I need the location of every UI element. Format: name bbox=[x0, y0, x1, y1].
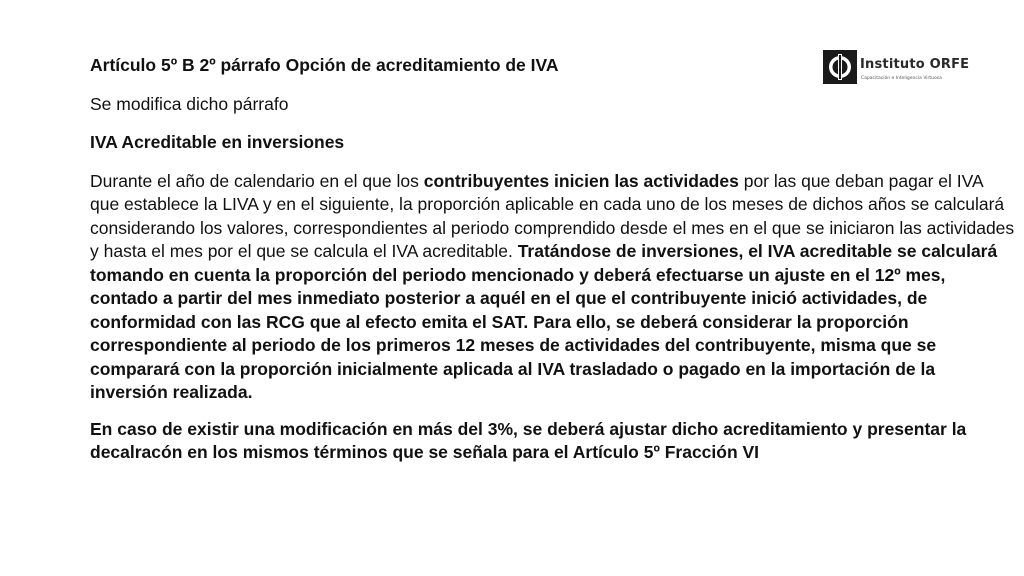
paragraph-text-2: por las que deban pagar el IVA que establece la LIVA y en el siguiente, la proporción aplicable en cada uno de los meses de dichos años se calculará considerando los valores, correspondientes al periodo comprendido desde el mes en el que se iniciaron las actividades y hasta el mes por el que se calcula el IVA acreditable. bbox=[90, 170, 1015, 261]
paragraph-bold-2: Tratándose de inversiones, el IVA acreditable se calculará tomando en cuenta la proporción del periodo mencionado y deberá efectuarse un ajuste en el 12º mes, contado a partir del mes inmediato posterior a aquél en el que el contribuyente inició actividades, de conformidad con las RCG que al efecto emita el SAT. Para ello, se deberá considerar la proporción correspondiente al periodo de los primeros 12 meses de actividades del contribuyente, misma que se comparará con la proporción inicialmente aplicada al IVA trasladado o pagado en la importación de la inversión realizada. bbox=[90, 241, 998, 402]
section-title: IVA Acreditable en inversiones bbox=[90, 132, 345, 152]
paragraph-bold-1: contribuyentes inicien las actividades bbox=[423, 170, 739, 191]
article-subheading: Se modifica dicho párrafo bbox=[90, 93, 289, 114]
document-body bbox=[90, 54, 1015, 465]
closing-paragraph: En caso de existir una modificación en más del 3%, se deberá ajustar dicho acreditamiento y presentar la decalracón en los mismos términos que se señala para el Artículo 5º Fracción VI bbox=[90, 418, 967, 462]
logo-tagline: Capacitación e Inteligencia Virtuosa bbox=[861, 76, 942, 81]
article-heading: Artículo 5º B 2º párrafo Opción de acreditamiento de IVA bbox=[90, 55, 559, 75]
paragraph-text-1: Durante el año de calendario en el que los bbox=[90, 170, 424, 191]
logo-name: Instituto ORFE bbox=[860, 57, 970, 72]
main-paragraph bbox=[90, 170, 1015, 405]
